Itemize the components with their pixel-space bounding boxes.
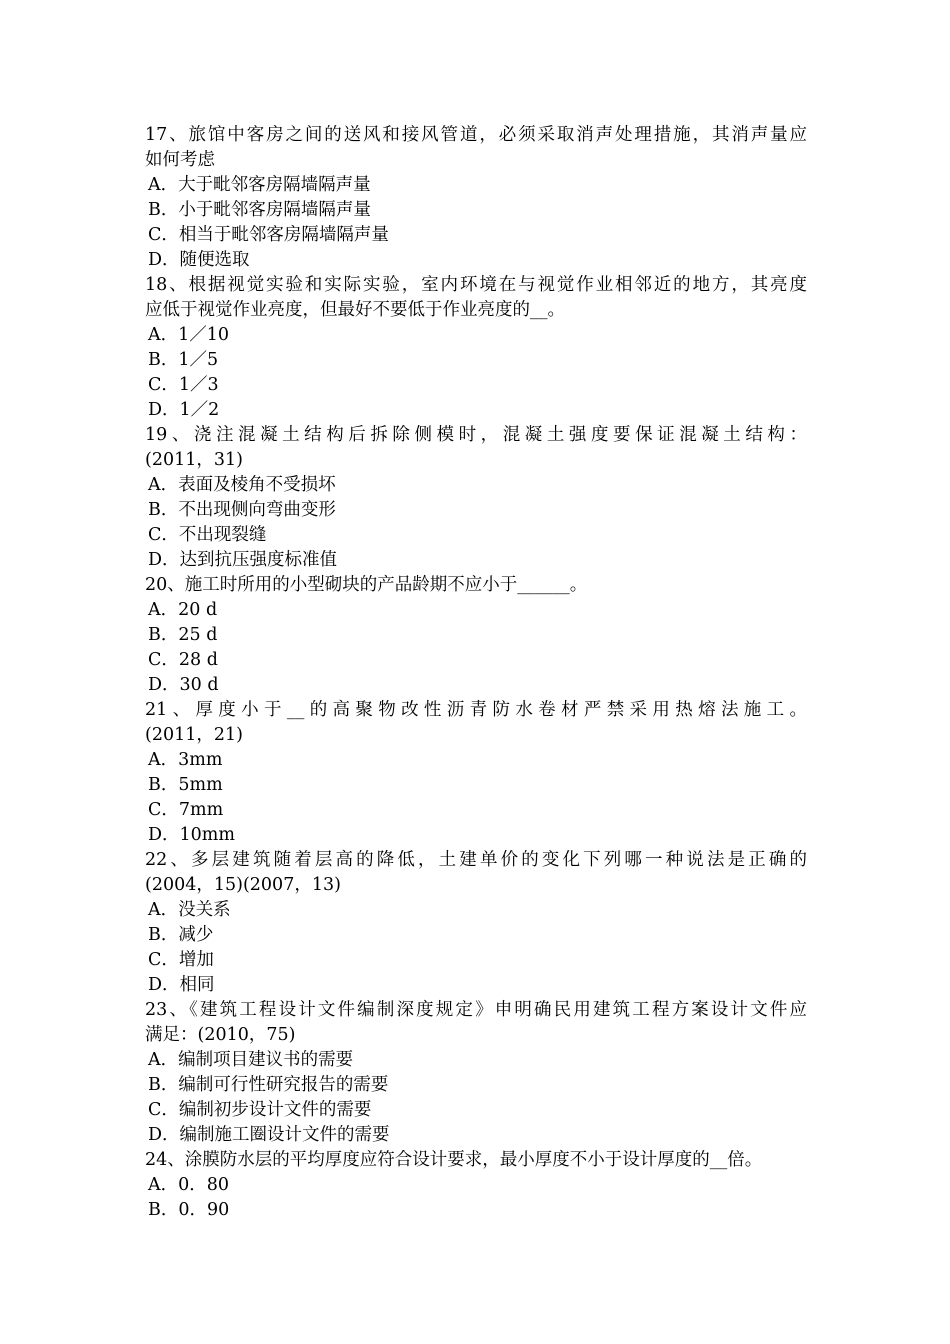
question-17	[145, 123, 807, 273]
question-23-text-line-2: 满足：(2010，75)	[145, 1025, 296, 1045]
question-17-text-line-2: 如何考虑	[145, 150, 215, 170]
question-23-option-b: B．编制可行性研究报告的需要	[148, 1075, 389, 1095]
question-21-option-d: D．10mm	[148, 825, 235, 845]
question-19-option-d: D．达到抗压强度标准值	[148, 550, 338, 570]
question-22-option-b: B．减少	[148, 925, 214, 945]
document-page	[145, 123, 807, 1223]
question-17-option-b: B．小于毗邻客房隔墙隔声量	[148, 200, 371, 220]
question-21-option-b: B．5mm	[148, 775, 223, 795]
question-22-text-line-2: (2004，15)(2007，13)	[145, 875, 341, 895]
question-20	[145, 573, 807, 698]
question-17-option-c: C．相当于毗邻客房隔墙隔声量	[148, 225, 389, 245]
question-19-option-c: C．不出现裂缝	[148, 525, 267, 545]
question-19-text-line-1: 19、浇注混凝土结构后拆除侧模时，混凝土强度要保证混凝土结构：	[145, 425, 807, 445]
question-18-option-c: C．1／3	[148, 375, 219, 395]
question-23-option-c: C．编制初步设计文件的需要	[148, 1100, 372, 1120]
question-17-option-d: D．随便选取	[148, 250, 250, 270]
question-21-option-c: C．7mm	[148, 800, 224, 820]
question-22	[145, 848, 807, 998]
question-23-text-line-1: 23、《建筑工程设计文件编制深度规定》申明确民用建筑工程方案设计文件应	[145, 1000, 807, 1020]
question-23-option-a: A．编制项目建议书的需要	[148, 1050, 354, 1070]
question-20-option-a: A．20 d	[148, 600, 218, 620]
question-22-option-c: C．增加	[148, 950, 214, 970]
question-20-option-c: C．28 d	[148, 650, 218, 670]
question-19	[145, 423, 807, 573]
question-22-option-d: D．相同	[148, 975, 215, 995]
question-23-option-d: D．编制施工圈设计文件的需要	[148, 1125, 390, 1145]
question-23	[145, 998, 807, 1148]
question-18-option-b: B．1／5	[148, 350, 219, 370]
question-22-option-a: A．没关系	[148, 900, 231, 920]
question-20-option-b: B．25 d	[148, 625, 218, 645]
question-19-option-a: A．表面及棱角不受损坏	[148, 475, 336, 495]
question-20-option-d: D．30 d	[148, 675, 219, 695]
question-21-text-line-1: 21、厚度小于__的高聚物改性沥青防水卷材严禁采用热熔法施工。	[145, 700, 807, 720]
question-19-option-b: B．不出现侧向弯曲变形	[148, 500, 336, 520]
question-17-option-a: A．大于毗邻客房隔墙隔声量	[148, 175, 371, 195]
question-22-text-line-1: 22、多层建筑随着层高的降低，土建单价的变化下列哪一种说法是正确的	[145, 850, 807, 870]
question-21-text-line-2: (2011，21)	[145, 725, 243, 745]
question-18-text-line-2: 应低于视觉作业亮度，但最好不要低于作业亮度的__。	[145, 300, 565, 320]
question-18-option-a: A．1／10	[148, 325, 230, 345]
question-24-option-b: B．0．90	[148, 1200, 230, 1220]
question-21	[145, 698, 807, 848]
question-18	[145, 273, 807, 423]
question-17-text-line-1: 17、旅馆中客房之间的送风和接风管道，必须采取消声处理措施，其消声量应	[145, 125, 807, 145]
question-21-option-a: A．3mm	[148, 750, 223, 770]
question-18-text-line-1: 18、根据视觉实验和实际实验，室内环境在与视觉作业相邻近的地方，其亮度	[145, 275, 807, 295]
question-24-option-a: A．0．80	[148, 1175, 230, 1195]
question-18-option-d: D．1／2	[148, 400, 220, 420]
question-24-text-line-1: 24、涂膜防水层的平均厚度应符合设计要求，最小厚度不小于设计厚度的__倍。	[145, 1150, 763, 1170]
question-24	[145, 1148, 807, 1223]
question-20-text-line-1: 20、施工时所用的小型砌块的产品龄期不应小于______。	[145, 575, 588, 595]
question-19-text-line-2: (2011，31)	[145, 450, 243, 470]
